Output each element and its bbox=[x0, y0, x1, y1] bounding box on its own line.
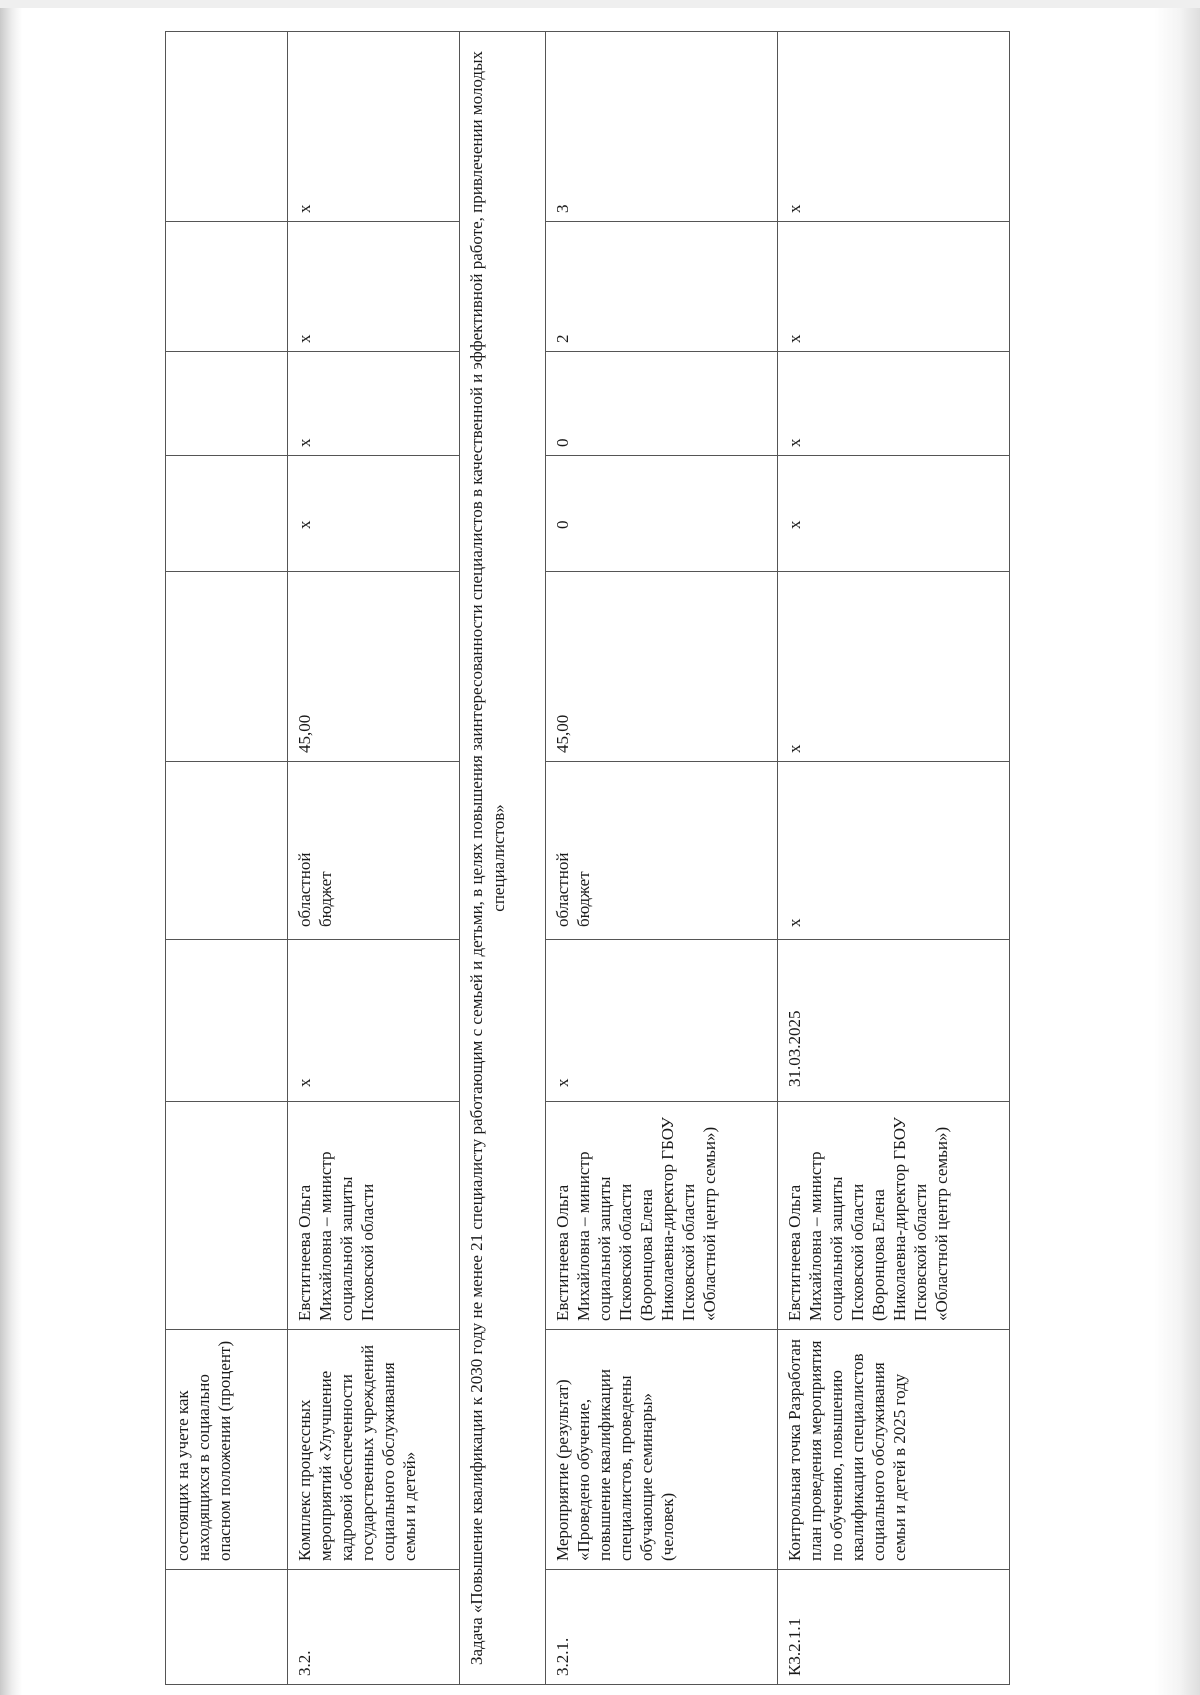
cell-y1: х bbox=[778, 456, 1010, 572]
cell-amount: 45,00 bbox=[288, 572, 460, 762]
cell-date: 31.03.2025 bbox=[778, 940, 1010, 1102]
cell-y3 bbox=[166, 222, 288, 352]
cell-name: Мероприятие (результат) «Проведено обучение, повышение квалификации специалистов, проведены обучающие семинары» (человек) bbox=[546, 1330, 778, 1570]
cell-y3: 2 bbox=[546, 222, 778, 352]
cell-source bbox=[166, 762, 288, 940]
cell-y1 bbox=[166, 456, 288, 572]
cell-y2 bbox=[166, 352, 288, 456]
cell-amount bbox=[166, 572, 288, 762]
cell-num bbox=[166, 1570, 288, 1685]
table-row bbox=[778, 32, 1010, 1685]
cell-source: областной бюджет bbox=[288, 762, 460, 940]
cell-responsible: Евстигнеева Ольга Михайловна – министр социальной защиты Псковской области (Воронцова Елена Николаевна-директор ГБОУ Псковской области «Областной центр семьи») bbox=[546, 1102, 778, 1330]
cell-y4: х bbox=[288, 32, 460, 222]
task-row bbox=[460, 32, 546, 1685]
cell-name: состоящих на учете как находящихся в социально опасном положении (процент) bbox=[166, 1330, 288, 1570]
cell-y4 bbox=[166, 32, 288, 222]
table-row bbox=[166, 32, 288, 1685]
cell-name: Комплекс процессных мероприятий «Улучшение кадровой обеспеченности государственных учреждений социального обслуживания семьи и детей» bbox=[288, 1330, 460, 1570]
cell-num: 3.2.1. bbox=[546, 1570, 778, 1685]
cell-num: К3.2.1.1 bbox=[778, 1570, 1010, 1685]
cell-date: х bbox=[288, 940, 460, 1102]
cell-responsible: Евстигнеева Ольга Михайловна – министр социальной защиты Псковской области bbox=[288, 1102, 460, 1330]
cell-amount: 45,00 bbox=[546, 572, 778, 762]
cell-name: Контрольная точка Разработан план проведения мероприятия по обучению, повышению квалификации специалистов социального обслуживания семьи и детей в 2025 году bbox=[778, 1330, 1010, 1570]
table-row bbox=[546, 32, 778, 1685]
cell-date: х bbox=[546, 940, 778, 1102]
table-row bbox=[288, 32, 460, 1685]
cell-source: областной бюджет bbox=[546, 762, 778, 940]
cell-date bbox=[166, 940, 288, 1102]
cell-num: 3.2. bbox=[288, 1570, 460, 1685]
cell-responsible bbox=[166, 1102, 288, 1330]
task-heading: Задача «Повышение квалификации к 2030 году не менее 21 специалисту работающим с семьей и детьми, в целях повышения заинтересованности специалистов в качественной и эффективной работе, привлечении молодых специалистов» bbox=[460, 32, 546, 1685]
cell-y2: х bbox=[778, 352, 1010, 456]
cell-y1: 0 bbox=[546, 456, 778, 572]
cell-y2: 0 bbox=[546, 352, 778, 456]
measures-table bbox=[165, 31, 1010, 1685]
cell-y3: х bbox=[288, 222, 460, 352]
cell-source: х bbox=[778, 762, 1010, 940]
cell-y4: х bbox=[778, 32, 1010, 222]
cell-y3: х bbox=[778, 222, 1010, 352]
cell-y4: 3 bbox=[546, 32, 778, 222]
cell-amount: х bbox=[778, 572, 1010, 762]
cell-responsible: Евстигнеева Ольга Михайловна – министр социальной защиты Псковской области (Воронцова Елена Николаевна-директор ГБОУ Псковской области «Областной центр семьи») bbox=[778, 1102, 1010, 1330]
cell-y2: х bbox=[288, 352, 460, 456]
cell-y1: х bbox=[288, 456, 460, 572]
